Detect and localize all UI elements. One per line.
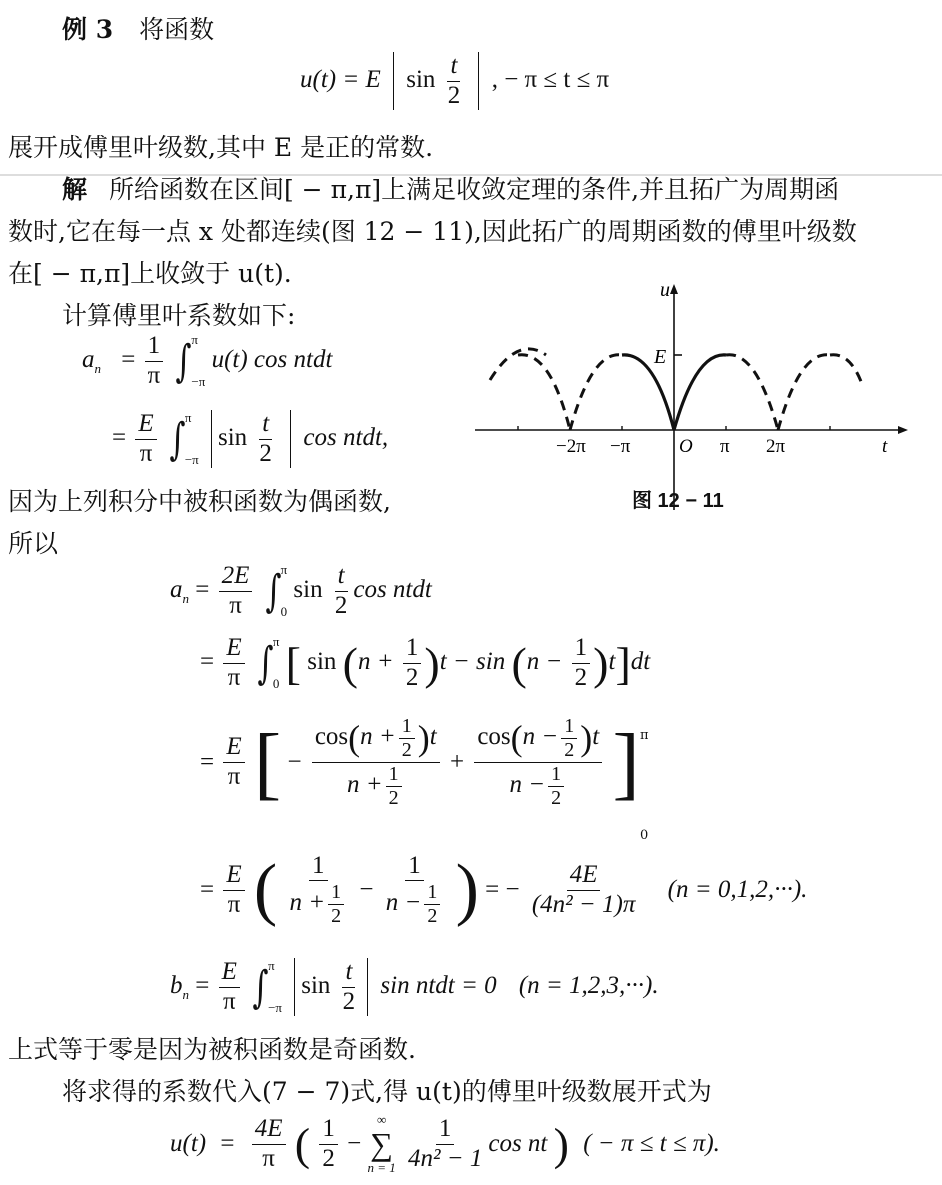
- an-compute-1: $a_n$ = $\frac{2E}{\pi}$ ∫ π 0 sin $\frac{t}{2}$ cos ntdt: [170, 562, 432, 620]
- n-minus: n −: [385, 889, 422, 917]
- frac-den: 2: [564, 739, 575, 761]
- frac-den: 2: [334, 591, 348, 619]
- n-minus: n −: [526, 647, 563, 675]
- frac-num: 1: [561, 715, 577, 739]
- an-result: = $\frac{E}{\pi}$ ( 1 n + $\frac{1}{2}$ − 1 n − $\frac{1}{2}$ ) = − $\frac{4E}{\text{(4n² − 1)π}}$ (n = 0,1,2,···).: [200, 851, 808, 928]
- origin-label: O: [679, 436, 693, 457]
- cos-nt: cos nt: [488, 1130, 548, 1157]
- frac-den: 2: [331, 905, 342, 928]
- n-plus: n +: [360, 723, 396, 751]
- eq-sign: =: [200, 876, 215, 903]
- frac-den: π: [227, 763, 241, 790]
- frac-num: 1: [424, 881, 440, 905]
- frac-num: 1: [548, 763, 564, 787]
- int-lower: −π: [184, 452, 199, 468]
- an-formula-2: = $\frac{E}{\pi}$ ∫ π −π sin $\frac{t}{2}$ cos ntdt,: [112, 410, 389, 468]
- final-range: ( − π ≤ t ≤ π).: [583, 1130, 720, 1157]
- solution-line-3: 在[ − π,π]上收敛于 u(t).: [8, 259, 292, 288]
- curve-right-a: [778, 355, 830, 430]
- minus-sign: −: [347, 1130, 362, 1157]
- u-axis-arrow: [670, 284, 678, 294]
- mpi-label: −π: [610, 436, 631, 457]
- frac-den: π: [147, 361, 161, 389]
- frac-num: 1: [405, 852, 424, 882]
- int-upper: π: [184, 410, 192, 426]
- n-plus: n +: [346, 771, 383, 799]
- cos: cos: [477, 723, 511, 751]
- an-symbol: a: [82, 345, 95, 373]
- cos: cos: [314, 723, 349, 751]
- frac-den: π: [139, 439, 153, 467]
- plus-sign: +: [449, 748, 465, 776]
- frac-den: 2: [574, 663, 588, 691]
- u-label: u: [660, 280, 670, 301]
- p2pi-label: 2π: [766, 436, 786, 457]
- eq-sign: =: [200, 647, 215, 675]
- frac-num: 1: [319, 1115, 338, 1145]
- int-lower: −π: [191, 374, 206, 390]
- sum-sign: ∑: [370, 1126, 393, 1162]
- t-var: t: [608, 647, 616, 675]
- bn-formula: $b_n$ = $\frac{E}{\pi}$ ∫ π −π sin $\frac{t}{2}$ sin ntdt = 0 (n = 1,2,3,···).: [170, 958, 659, 1016]
- eq-sign: =: [195, 575, 210, 603]
- eq-sign: =: [195, 971, 210, 999]
- int-lower: 0: [272, 676, 280, 692]
- curve-solid-right: [674, 355, 726, 430]
- frac-num: 1: [145, 332, 164, 362]
- frac-num: 1: [572, 634, 591, 664]
- figure-12-11: [470, 280, 910, 510]
- so-line: 所以: [8, 529, 59, 558]
- sin: sin: [301, 971, 331, 999]
- bn-sub: n: [182, 986, 189, 1002]
- E-label: E: [654, 346, 667, 368]
- t-var: t: [429, 723, 437, 751]
- expand-line: 展开成傅里叶级数,其中 E 是正的常数.: [8, 133, 434, 162]
- frac-num: 4E: [567, 861, 601, 891]
- figure-caption: 图 12 − 11: [632, 490, 724, 512]
- sin-term: sin ntdt = 0: [380, 971, 497, 999]
- an-sub: n: [94, 360, 101, 376]
- calc-line: 计算傅里叶系数如下:: [62, 301, 296, 330]
- ut: u(t): [170, 1130, 207, 1157]
- sum-top: ∞: [376, 1112, 387, 1127]
- sum-bottom: n = 1: [367, 1160, 396, 1175]
- intro-text: 将函数: [139, 15, 215, 44]
- curve-mid-right: [726, 355, 778, 430]
- frac-num: 1: [309, 852, 328, 882]
- sin: sin: [293, 575, 323, 603]
- sin: sin: [217, 423, 248, 451]
- eq-sign: =: [200, 748, 215, 776]
- int-lower: 0: [280, 604, 288, 620]
- frac-den: 2: [322, 1144, 335, 1172]
- cos-term: cos ntdt: [353, 575, 432, 603]
- frac-den: 2: [405, 663, 419, 691]
- eval-upper: π: [640, 728, 649, 743]
- int-upper: π: [268, 958, 275, 974]
- frac-den: π: [229, 591, 242, 619]
- an-symbol: a: [170, 575, 183, 603]
- def-range: , − π ≤ t ≤ π: [491, 65, 610, 93]
- an-formula-1: $a_n$ = $\frac{1}{\pi}$ ∫ π −π u(t) cos ntdt: [82, 332, 333, 390]
- n-plus: n +: [289, 889, 326, 917]
- def-lhs: u(t) = E: [300, 65, 381, 93]
- def-t: t: [447, 52, 460, 82]
- int-upper: π: [191, 332, 198, 348]
- frac-num: E: [223, 634, 244, 664]
- frac-num: E: [219, 958, 240, 988]
- frac-den: π: [227, 890, 241, 918]
- frac-den: 4n² − 1: [407, 1144, 483, 1172]
- curve-left-b: [518, 355, 570, 430]
- integrand: u(t) cos ntdt: [211, 345, 333, 373]
- solution-label: 解: [62, 175, 88, 204]
- final-series: u(t) = $\frac{4E}{\pi}$ ( $\frac{1}{2}$ − ∞ ∑ n = 1 $\frac{1}{\text{4n² − 1}}$ cos nt ) ( − π ≤ t ≤ π).: [170, 1112, 720, 1175]
- eq-sign: =: [112, 423, 127, 451]
- n-minus: n −: [522, 723, 559, 751]
- cos-term: cos ntdt,: [303, 423, 389, 451]
- an-sub: n: [182, 590, 189, 606]
- frac-num: E: [135, 410, 156, 440]
- range-n0: (n = 0,1,2,···).: [667, 876, 808, 903]
- int-upper: π: [272, 634, 280, 650]
- solution-line-2: 数时,它在每一点 x 处都连续(图 12 − 11),因此拓广的周期函数的傅里叶级数: [8, 217, 857, 246]
- eq-sign: =: [121, 345, 136, 373]
- an-compute-2: = $\frac{E}{\pi}$ ∫ π 0 [ sin (n + $\frac{1}{2}$ )t − sin (n − $\frac{1}{2}$ )t]dt: [200, 634, 651, 692]
- eval-lower: 0: [640, 828, 649, 843]
- frac-num: 1: [399, 715, 415, 739]
- t-label: t: [882, 436, 888, 457]
- frac-num: t: [342, 958, 355, 988]
- eq-sign: =: [220, 1130, 235, 1157]
- range-n1: (n = 1,2,3,···).: [518, 971, 659, 999]
- frac-den: 2: [551, 787, 562, 809]
- example-label: 例 3: [62, 15, 114, 44]
- frac-num: E: [223, 733, 244, 763]
- frac-num: 4E: [252, 1115, 286, 1145]
- frac-num: t: [259, 410, 272, 440]
- t-var: t: [592, 723, 600, 751]
- function-definition: [300, 52, 609, 111]
- t-minus-sin: t − sin: [439, 647, 506, 675]
- n-plus: n +: [358, 647, 394, 675]
- int-lower: −π: [268, 1000, 282, 1016]
- example-heading: [62, 10, 214, 46]
- frac-den: π: [227, 663, 241, 691]
- curve-right-b: [830, 355, 862, 384]
- frac-den: 2: [401, 739, 412, 761]
- solution-line-1: [62, 170, 839, 206]
- pi-label: π: [720, 436, 730, 457]
- frac-num: 1: [386, 763, 402, 787]
- result-minus: = −: [485, 876, 520, 903]
- m2pi-label: −2π: [556, 436, 586, 457]
- int-upper: π: [280, 562, 288, 578]
- dt: dt: [630, 647, 651, 675]
- t-axis-arrow: [898, 426, 908, 434]
- frac-num: E: [223, 861, 244, 891]
- frac-num: t: [335, 562, 348, 592]
- odd-line: 上式等于零是因为被积函数是奇函数.: [8, 1035, 416, 1064]
- minus-sign: −: [359, 876, 374, 903]
- an-compute-3: = $\frac{E}{\pi}$ [ − cos(n + $\frac{1}{2}$ )t n + $\frac{1}{2}$ + cos(n − $\frac{1}{2}$ )t n − $\frac{1}{2}$ ]: [200, 715, 640, 809]
- because-line: 因为上列积分中被积函数为偶函数,: [8, 487, 391, 516]
- frac-den: 2: [388, 787, 399, 809]
- n-minus: n −: [509, 771, 546, 799]
- bn-symbol: b: [170, 971, 183, 999]
- frac-den: 2: [259, 439, 272, 467]
- frac-den: 2: [342, 987, 356, 1015]
- solution-text-1: 所给函数在区间[ − π,π]上满足收敛定理的条件,并且拓广为周期函: [108, 175, 840, 204]
- subst-line: 将求得的系数代入(7 − 7)式,得 u(t)的傅里叶级数展开式为: [62, 1077, 712, 1106]
- frac-num: 2E: [219, 562, 253, 592]
- frac-den: (4n² − 1)π: [531, 890, 636, 918]
- frac-den: π: [222, 987, 236, 1015]
- curve-mid-left: [570, 355, 622, 430]
- frac-num: 1: [403, 634, 422, 664]
- frac-den: π: [262, 1144, 275, 1172]
- def-two: 2: [447, 81, 461, 109]
- sin: sin: [307, 647, 337, 675]
- frac-num: 1: [436, 1115, 455, 1145]
- def-sin: sin: [406, 65, 436, 93]
- frac-den: 2: [427, 905, 438, 928]
- minus-sign: −: [287, 748, 302, 776]
- frac-num: 1: [328, 881, 344, 905]
